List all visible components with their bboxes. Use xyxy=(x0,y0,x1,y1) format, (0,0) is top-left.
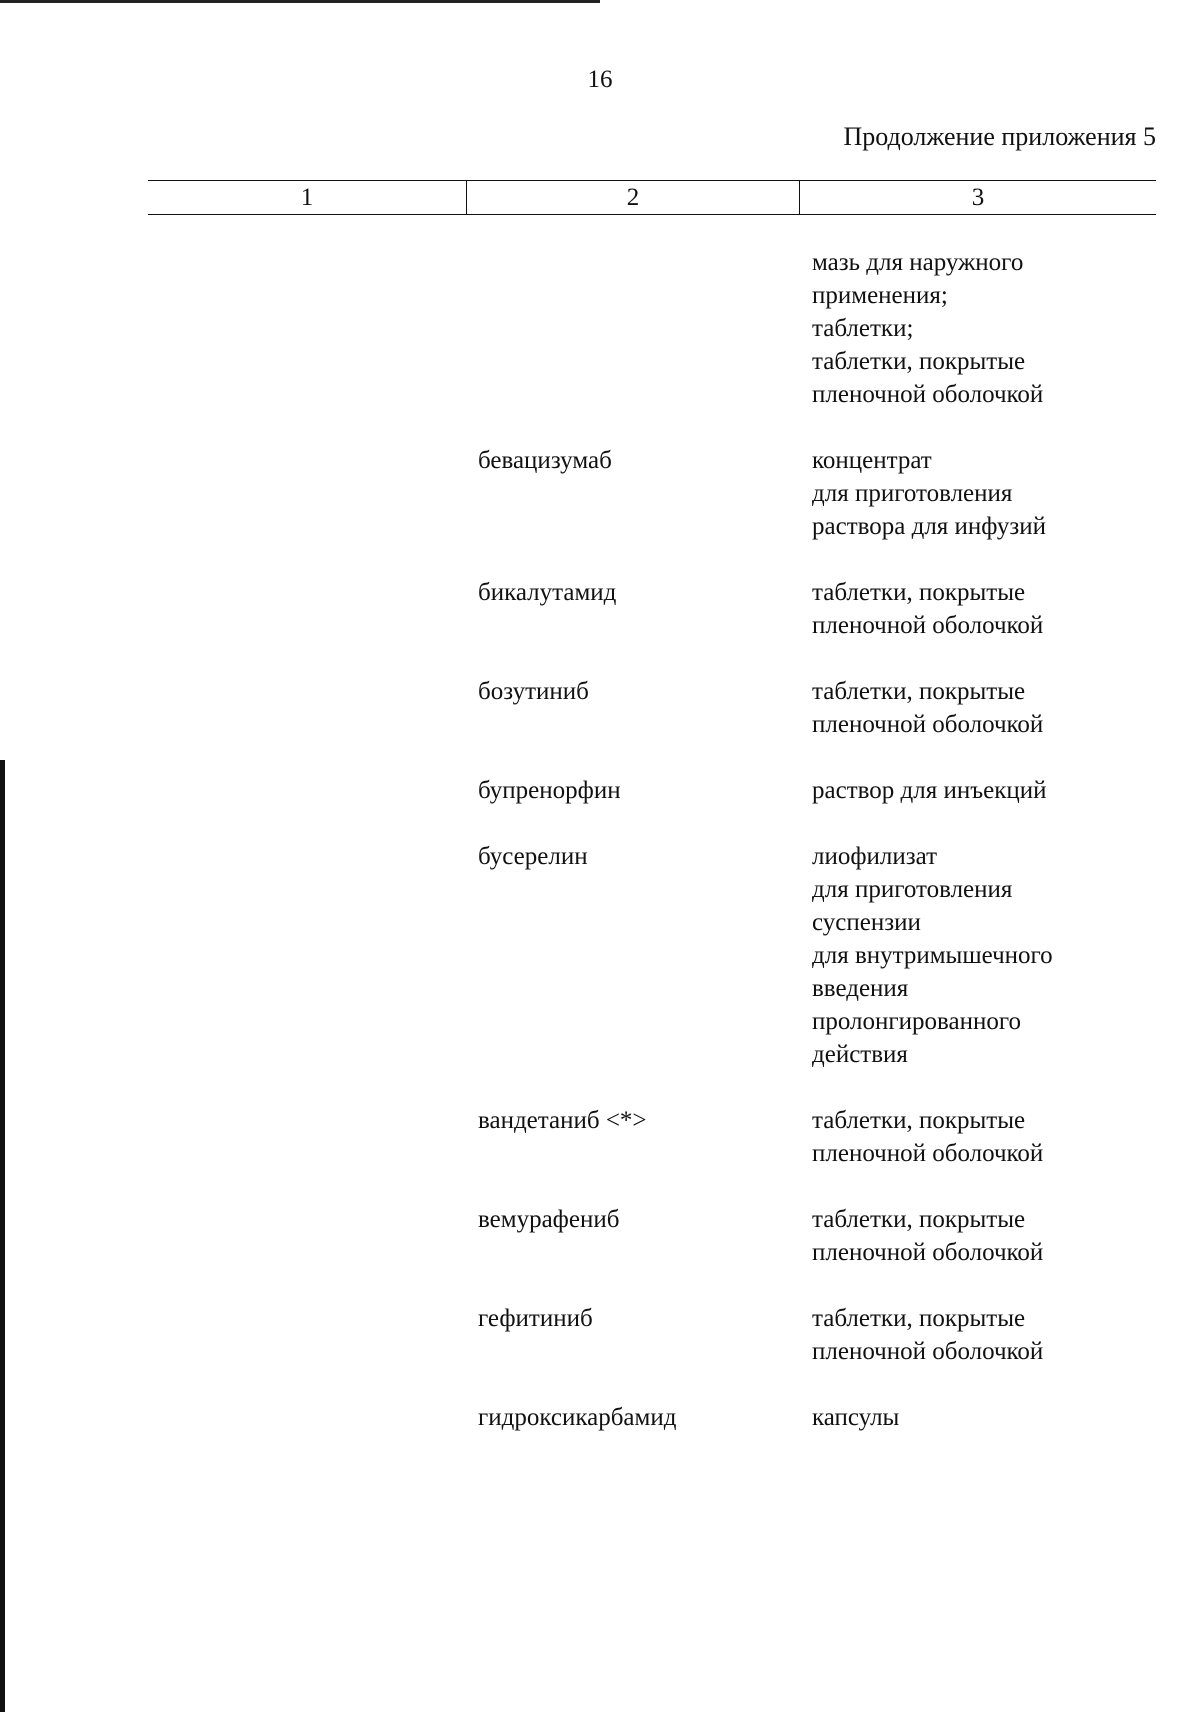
dosage-form xyxy=(812,1104,1200,1170)
dosage-form-line: для приготовления xyxy=(812,876,1013,903)
table-row xyxy=(0,1302,1200,1368)
dosage-form-line: раствора для инфузий xyxy=(812,513,1047,540)
drug-name: вандетаниб <*> xyxy=(478,1107,647,1134)
dosage-form xyxy=(812,675,1200,741)
dosage-form-line: таблетки, покрытые xyxy=(812,579,1026,606)
dosage-form-line: для внутримышечного xyxy=(812,942,1053,969)
dosage-form xyxy=(812,576,1200,642)
table-header-col-3: 3 xyxy=(971,183,985,211)
dosage-form-line: пленочной оболочкой xyxy=(812,612,1044,639)
table-row xyxy=(0,675,1200,741)
drug-name: гидроксикарбамид xyxy=(478,1404,677,1431)
drug-name: бупренорфин xyxy=(478,777,621,804)
dosage-form-line: пленочной оболочкой xyxy=(812,381,1044,408)
dosage-form-line: лиофилизат xyxy=(812,843,938,870)
dosage-form-line: мазь для наружного xyxy=(812,249,1024,276)
dosage-form-line: для приготовления xyxy=(812,480,1013,507)
dosage-form-line: суспензии xyxy=(812,909,921,936)
dosage-form xyxy=(812,1203,1200,1269)
table-header-row xyxy=(148,180,1156,215)
dosage-form-line: раствор для инъекций xyxy=(812,777,1047,804)
drug-name: бозутиниб xyxy=(478,678,589,705)
dosage-form-line: действия xyxy=(812,1041,908,1068)
drug-name: гефитиниб xyxy=(478,1305,593,1332)
dosage-form-line: таблетки, покрытые xyxy=(812,678,1026,705)
table-row xyxy=(0,576,1200,642)
dosage-form xyxy=(812,774,1200,807)
dosage-form-line: таблетки, покрытые xyxy=(812,348,1026,375)
table-row xyxy=(0,774,1200,807)
page-number: 16 xyxy=(587,66,613,93)
table-header-col-1: 1 xyxy=(148,181,467,214)
dosage-form xyxy=(812,1302,1200,1368)
drug-name: бикалутамид xyxy=(478,579,617,606)
dosage-form-line: пленочной оболочкой xyxy=(812,1338,1044,1365)
scan-edge-top xyxy=(0,0,600,3)
table-row xyxy=(0,1401,1200,1434)
table-body xyxy=(0,246,1200,1467)
dosage-form-line: таблетки, покрытые xyxy=(812,1305,1026,1332)
dosage-form-line: таблетки; xyxy=(812,315,914,342)
dosage-form xyxy=(812,444,1200,543)
continuation-label: Продолжение приложения 5 xyxy=(843,122,1156,151)
table-row xyxy=(0,1203,1200,1269)
dosage-form-line: пленочной оболочкой xyxy=(812,711,1044,738)
dosage-form-line: таблетки, покрытые xyxy=(812,1107,1026,1134)
dosage-form xyxy=(812,1401,1200,1434)
dosage-form xyxy=(812,246,1200,411)
dosage-form xyxy=(812,840,1200,1071)
dosage-form-line: таблетки, покрытые xyxy=(812,1206,1026,1233)
dosage-form-line: концентрат xyxy=(812,447,932,474)
dosage-form-line: пролонгированного xyxy=(812,1008,1021,1035)
dosage-form-line: капсулы xyxy=(812,1404,900,1431)
table-row xyxy=(0,444,1200,543)
dosage-form-line: пленочной оболочкой xyxy=(812,1239,1044,1266)
drug-name: бевацизумаб xyxy=(478,447,612,474)
dosage-form-line: пленочной оболочкой xyxy=(812,1140,1044,1167)
table-row xyxy=(0,246,1200,411)
drug-name: вемурафениб xyxy=(478,1206,620,1233)
table-row xyxy=(0,840,1200,1071)
dosage-form-line: применения; xyxy=(812,282,948,309)
drug-name: бусерелин xyxy=(478,843,588,870)
table-header-col-2: 2 xyxy=(467,181,800,214)
table-row xyxy=(0,1104,1200,1170)
dosage-form-line: введения xyxy=(812,975,909,1002)
